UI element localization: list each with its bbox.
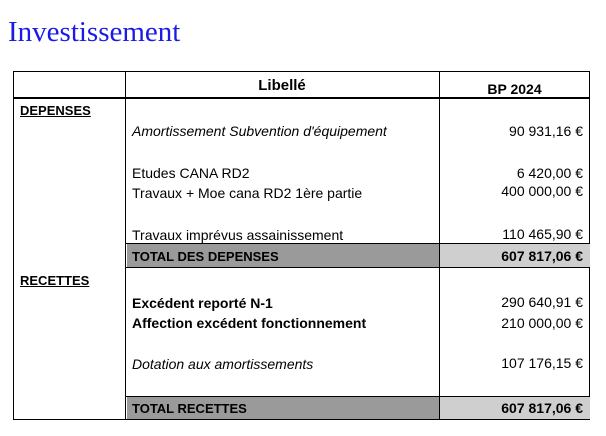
column-divider [439,72,440,419]
row-amount: 210 000,00 € [501,315,583,331]
row-divider [125,267,589,268]
section-recettes: RECETTES [20,273,90,288]
budget-table [13,71,590,420]
row-label: Etudes CANA RD2 [132,165,250,181]
row-divider [125,396,589,397]
total-depenses-label: TOTAL DES DEPENSES [132,249,279,264]
header-bp-2024: BP 2024 [487,81,542,97]
total-depenses-amount: 607 817,06 € [501,248,583,264]
row-amount: 110 465,90 € [502,226,583,242]
row-label: Travaux imprévus assainissement [132,227,344,243]
row-amount: 400 000,00 € [501,183,583,199]
page-title: Investissement [8,16,181,48]
row-label: Excédent reporté N-1 [132,295,273,311]
row-label: Dotation aux amortissements [132,356,314,372]
column-divider [125,72,126,419]
row-amount: 290 640,91 € [501,294,583,310]
row-amount: 6 420,00 € [516,165,583,181]
section-depenses: DEPENSES [20,103,91,118]
row-label: Affection excédent fonctionnement [132,315,367,331]
row-label: Travaux + Moe cana RD2 1ère partie [132,185,363,201]
row-amount: 107 176,15 € [501,355,583,371]
row-label: Amortissement Subvention d'équipement [132,123,387,139]
total-recettes-amount: 607 817,06 € [501,400,583,416]
row-amount: 90 931,16 € [509,123,583,139]
total-recettes-label: TOTAL RECETTES [132,401,247,416]
header-libelle: Libellé [258,77,306,94]
